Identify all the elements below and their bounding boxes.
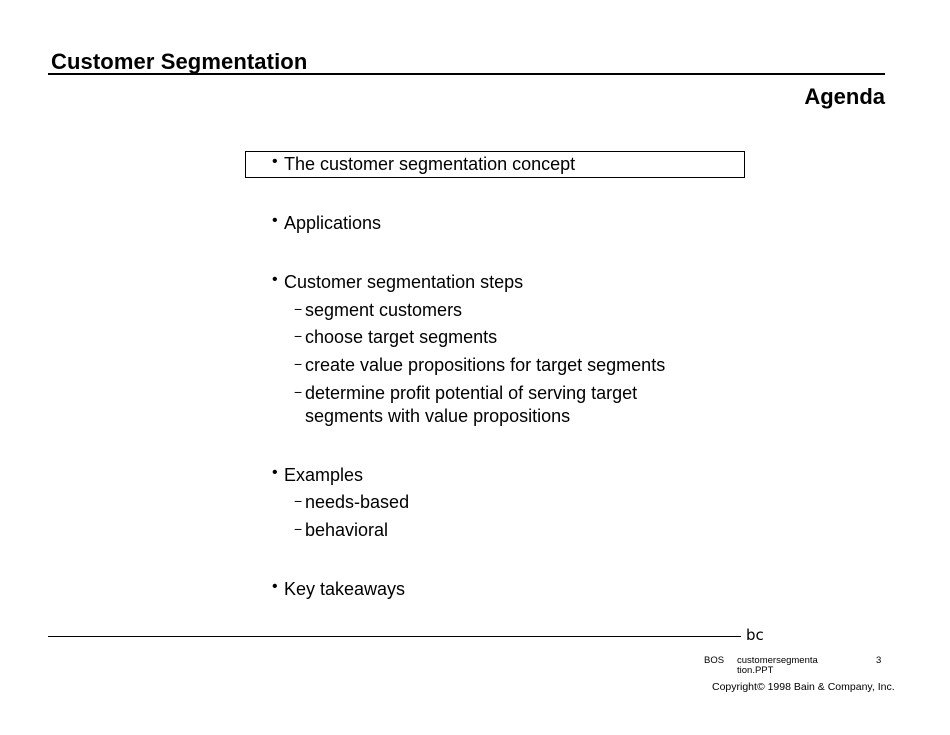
agenda-item xyxy=(272,578,405,600)
agenda-item xyxy=(272,464,363,486)
agenda-item xyxy=(272,212,381,234)
agenda-item xyxy=(272,271,523,293)
bullet-icon: • xyxy=(272,153,278,170)
slide-title: Customer Segmentation xyxy=(51,49,308,74)
agenda-subitem xyxy=(294,326,497,348)
agenda-subitem-label: determine profit potential of serving target xyxy=(305,383,638,403)
title-divider xyxy=(48,73,885,75)
dash-icon: − xyxy=(294,356,303,372)
slide-subtitle: Agenda xyxy=(804,84,885,109)
bullet-icon: • xyxy=(272,212,278,229)
bullet-icon: • xyxy=(272,464,278,481)
dash-icon: − xyxy=(294,493,303,509)
dash-icon: − xyxy=(294,301,303,317)
agenda-subitem-continuation: segments with value propositions xyxy=(305,406,571,426)
copyright-notice: Copyright© 1998 Bain & Company, Inc. xyxy=(712,681,895,693)
dash-icon: − xyxy=(294,521,303,537)
agenda-subitem xyxy=(294,299,462,321)
agenda-item-label: Key takeaways xyxy=(284,579,406,599)
page-number: 3 xyxy=(876,655,882,666)
agenda-subitem xyxy=(294,491,409,513)
agenda-item-label: The customer segmentation concept xyxy=(284,154,576,174)
bullet-icon: • xyxy=(272,578,278,595)
agenda-item-label: Examples xyxy=(284,465,364,485)
office-code: BOS xyxy=(704,655,725,666)
agenda-subitem-label: needs-based xyxy=(305,492,410,512)
agenda-item-label: Applications xyxy=(284,213,382,233)
file-name-line-1: customersegmenta xyxy=(737,655,818,666)
agenda-subitem-label: choose target segments xyxy=(305,327,498,347)
agenda-item xyxy=(272,153,575,175)
agenda-subitem-label: behavioral xyxy=(305,520,389,540)
agenda-subitem xyxy=(294,382,637,404)
agenda-subitem xyxy=(294,519,388,541)
file-name-line-2: tion.PPT xyxy=(737,665,774,676)
company-logo: bc xyxy=(746,626,764,644)
dash-icon: − xyxy=(294,384,303,400)
agenda-subitem-label: segment customers xyxy=(305,300,463,320)
agenda-item-label: Customer segmentation steps xyxy=(284,272,524,292)
agenda-subitem xyxy=(294,354,665,376)
footer-divider xyxy=(48,636,741,637)
agenda-subitem-label: create value propositions for target segments xyxy=(305,355,666,375)
dash-icon: − xyxy=(294,328,303,344)
bullet-icon: • xyxy=(272,271,278,288)
